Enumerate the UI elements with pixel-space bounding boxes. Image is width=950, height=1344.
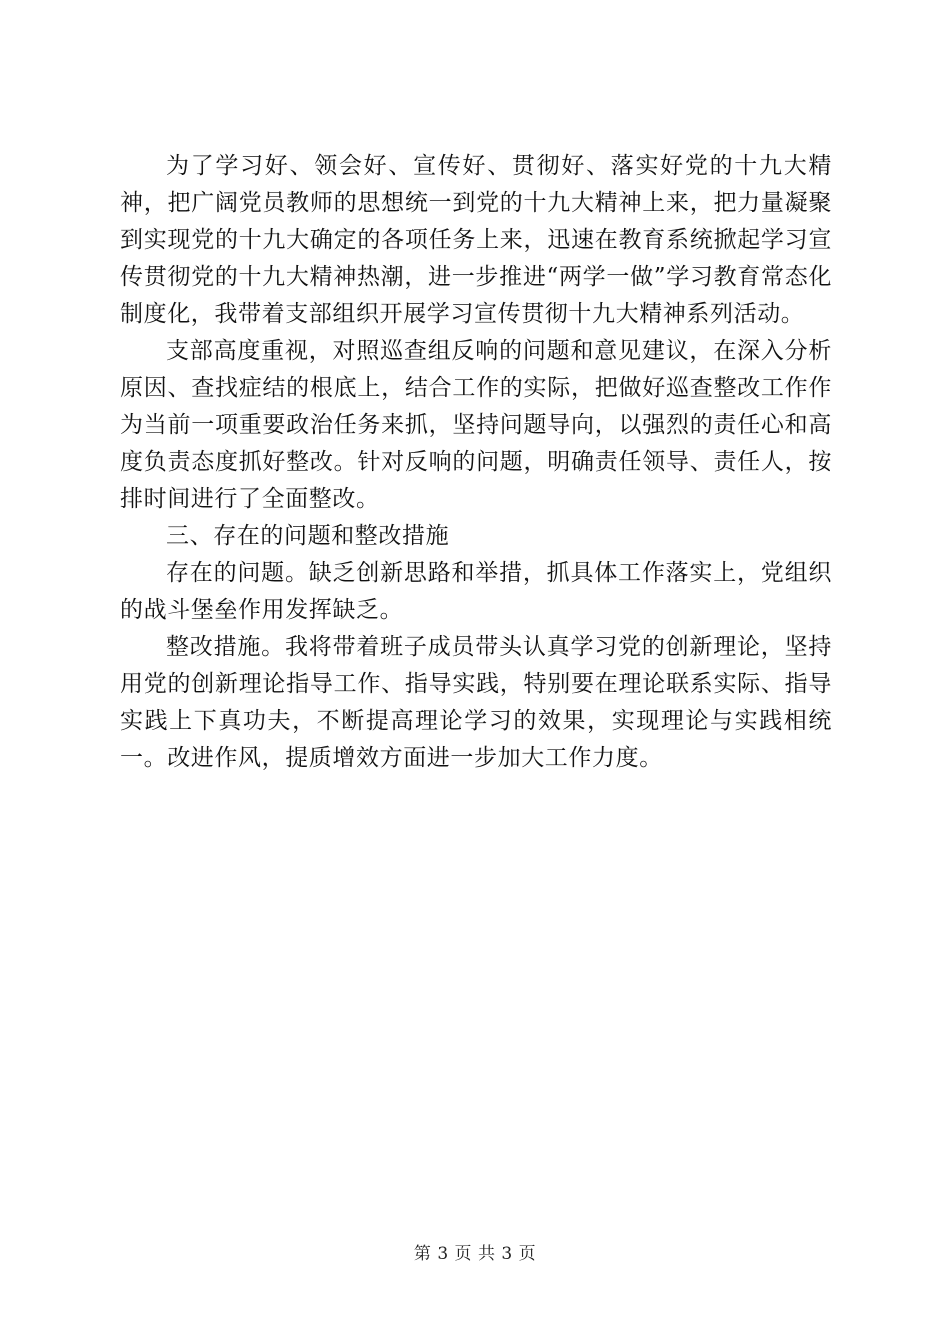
section-heading-problems-measures: 三、存在的问题和整改措施 [166, 523, 450, 549]
paragraph-study-spirit: 为了学习好、领会好、宣传好、贯彻好、落实好党的十九大精神，把广阔党员教师的思想统一到党的十九大精神上来，把力量凝聚到实现党的十九大确定的各项任务上来，迅速在教育系统掀起学习宣传贯彻党的十九大精神热潮，进一步推进“两学一做”学习教育常态化制度化，我带着支部组织开展学习宣传贯彻十九大精神系列活动。 [120, 153, 832, 327]
paragraph-existing-problems: 存在的问题。缺乏创新思路和举措，抓具体工作落实上，党组织的战斗堡垒作用发挥缺乏。 [120, 560, 832, 623]
paragraph-rectification: 支部高度重视，对照巡查组反响的问题和意见建议，在深入分析原因、查找症结的根底上，结合工作的实际，把做好巡查整改工作作为当前一项重要政治任务来抓，坚持问题导向，以强烈的责任心和高度负责态度抓好整改。针对反响的问题，明确责任领导、责任人，按排时间进行了全面整改。 [120, 338, 832, 512]
page-footer [0, 1243, 950, 1265]
document-body [120, 148, 832, 777]
paragraph-rectification-measures: 整改措施。我将带着班子成员带头认真学习党的创新理论，坚持用党的创新理论指导工作、指导实践，特别要在理论联系实际、指导实践上下真功夫，不断提高理论学习的效果，实现理论与实践相统一。改进作风，提质增效方面进一步加大工作力度。 [120, 634, 832, 771]
page-number-indicator: 第 3 页 共 3 页 [413, 1244, 537, 1264]
